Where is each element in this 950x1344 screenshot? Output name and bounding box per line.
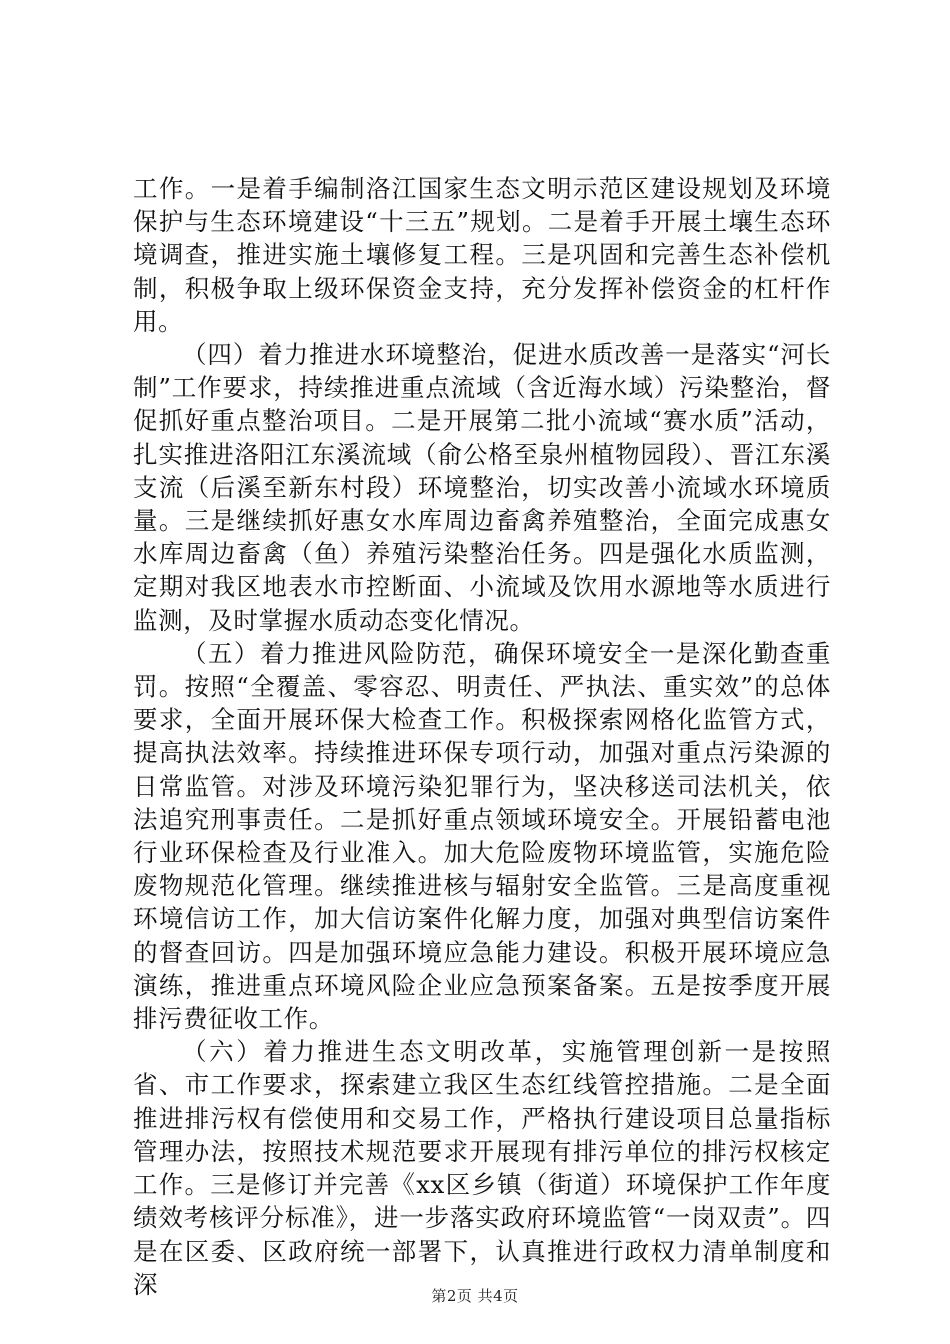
paragraph-section-5: （五）着力推进风险防范，确保环境安全一是深化勤查重罚。按照“全覆盖、零容忍、明责任、严执法、重实效”的总体要求，全面开展环保大检查工作。积极探索网格化监管方式，提高执法效率。持续推进环保专项行动，加强对重点污染源的日常监管。对涉及环境污染犯罪行为，坚决移送司法机关，依法追究刑事责任。二是抓好重点领域环境安全。开展铅蓄电池行业环保检查及行业准入。加大危险废物环境监管，实施危险废物规范化管理。继续推进核与辐射安全监管。三是高度重视环境信访工作，加大信访案件化解力度，加强对典型信访案件的督查回访。四是加强环境应急能力建设。积极开展环境应急演练，推进重点环境风险企业应急预案备案。五是按季度开展排污费征收工作。: [133, 638, 831, 1034]
paragraph-section-6: （六）着力推进生态文明改革，实施管理创新一是按照省、市工作要求，探索建立我区生态红线管控措施。二是全面推进排污权有偿使用和交易工作，严格执行建设项目总量指标管理办法，按照技术规范要求开展现有排污单位的排污权核定工作。三是修订并完善《xx区乡镇（街道）环境保护工作年度绩效考核评分标准》，进一步落实政府环境监管“一岗双责”。四是在区委、区政府统一部署下，认真推进行政权力清单制度和深: [133, 1037, 831, 1299]
paragraph-continuation: 工作。一是着手编制洛江国家生态文明示范区建设规划及环境保护与生态环境建设“十三五”规划。二是着手开展土壤生态环境调查，推进实施土壤修复工程。三是巩固和完善生态补偿机制，积极争取上级环保资金支持，充分发挥补偿资金的杠杆作用。: [133, 174, 831, 336]
page-footer: 第2页 共4页: [431, 1287, 519, 1305]
paragraph-section-4: （四）着力推进水环境整治，促进水质改善一是落实“河长制”工作要求，持续推进重点流域（含近海水域）污染整治，督促抓好重点整治项目。二是开展第二批小流域“赛水质”活动，扎实推进洛阳江东溪流域（俞公格至泉州植物园段）、晋江东溪支流（后溪至新东村段）环境整治，切实改善小流域水环境质量。三是继续抓好惠女水库周边畜禽养殖整治，全面完成惠女水库周边畜禽（鱼）养殖污染整治任务。四是强化水质监测，定期对我区地表水市控断面、小流域及饮用水源地等水质进行监测，及时掌握水质动态变化情况。: [133, 340, 831, 635]
document-body: [133, 172, 831, 1301]
